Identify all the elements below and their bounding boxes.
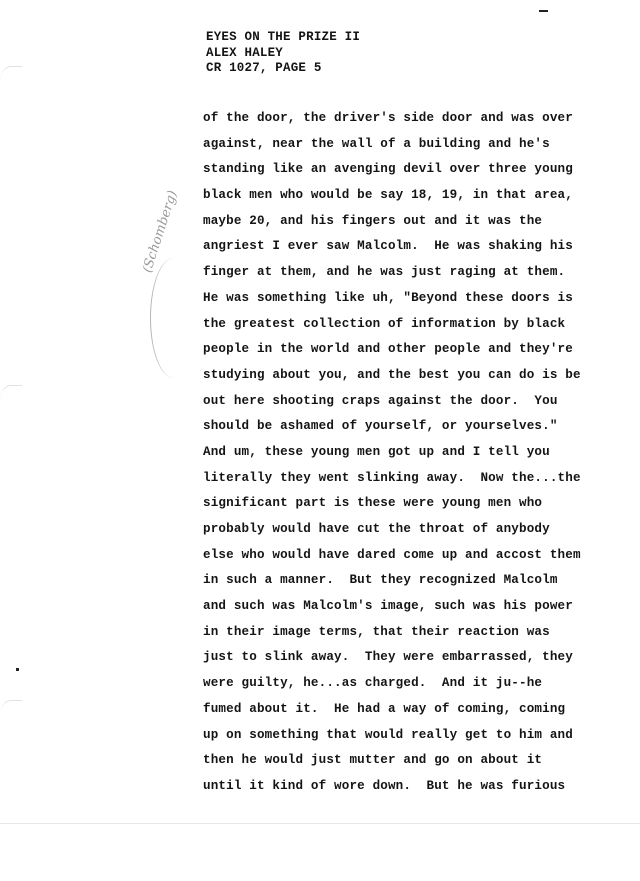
transcript-line: up on something that would really get to him and xyxy=(203,727,573,742)
header-speaker: ALEX HALEY xyxy=(206,45,284,60)
transcript-line: in such a manner. But they recognized Malcolm xyxy=(203,573,558,588)
ink-speck xyxy=(539,10,548,12)
transcript-line: literally they went slinking away. Now the...the xyxy=(203,470,581,485)
scan-edge-line xyxy=(0,823,640,824)
transcript-line: maybe 20, and his fingers out and it was the xyxy=(203,213,543,228)
transcript-line: black men who would be say 18, 19, in that area, xyxy=(203,188,573,203)
transcript-line: angriest I ever saw Malcolm. He was shaking his xyxy=(203,239,573,254)
transcript-line: standing like an avenging devil over three young xyxy=(203,162,573,177)
margin-annotation-bracket xyxy=(150,258,197,378)
transcript-line: significant part is these were young men who xyxy=(203,496,543,511)
transcript-line: finger at them, and he was just raging at them. xyxy=(203,265,566,280)
transcript-line: just to slink away. They were embarrassed, they xyxy=(203,650,573,665)
document-header xyxy=(206,30,360,77)
transcript-line: And um, these young men got up and I tell you xyxy=(203,444,550,459)
transcript-line: He was something like uh, "Beyond these doors is xyxy=(203,290,573,305)
transcript-line: should be ashamed of yourself, or yourselves." xyxy=(203,419,558,434)
header-page-ref: CR 1027, PAGE 5 xyxy=(206,61,322,75)
transcript-line: of the door, the driver's side door and was over xyxy=(203,111,573,125)
transcript-line: fumed about it. He had a way of coming, coming xyxy=(203,701,566,716)
transcript-line: out here shooting craps against the door. You xyxy=(203,393,558,408)
binder-hole-mark xyxy=(0,700,22,731)
ink-speck xyxy=(16,668,19,671)
transcript-line: the greatest collection of information by black xyxy=(203,316,566,331)
binder-hole-mark xyxy=(0,66,22,97)
transcript-line: then he would just mutter and go on about it xyxy=(203,753,543,768)
transcript-line: against, near the wall of a building and he's xyxy=(203,136,550,151)
margin-annotation: (Schomberg) xyxy=(140,188,181,275)
transcript-line: probably would have cut the throat of anybody xyxy=(203,522,550,536)
transcript-line: and such was Malcolm's image, such was his power xyxy=(203,599,573,614)
transcript-line: studying about you, and the best you can do is be xyxy=(203,367,581,382)
header-title: EYES ON THE PRIZE II xyxy=(206,30,361,44)
transcript-line: until it kind of wore down. But he was furious xyxy=(203,778,566,793)
transcript-line: people in the world and other people and they're xyxy=(203,342,573,357)
transcript-line: in their image terms, that their reaction was xyxy=(203,624,550,639)
transcript-body xyxy=(203,106,603,800)
transcript-line: were guilty, he...as charged. And it ju--he xyxy=(203,676,543,691)
transcript-line: else who would have dared come up and accost them xyxy=(203,547,581,562)
binder-hole-mark xyxy=(0,385,22,416)
